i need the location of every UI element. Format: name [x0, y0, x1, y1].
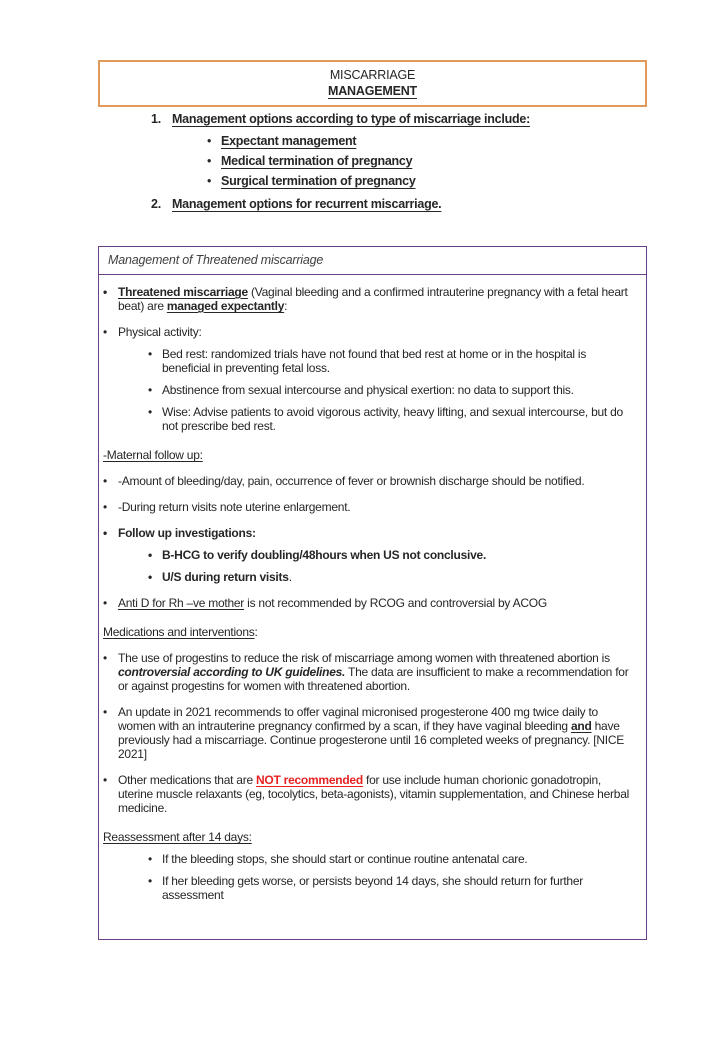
list-item: [151, 197, 641, 212]
text-segment: for use include human chorionic gonadotropin, uterine muscle relaxants (eg, tocolytics, beta-agonists), vitamin supplementation, and Chinese herbal medicine.: [118, 773, 630, 815]
document-subtitle: MANAGEMENT: [328, 84, 417, 98]
text-segment: NOT recommended: [256, 773, 363, 787]
bullet-item: [148, 383, 634, 397]
text-segment: Bed rest: randomized trials have not found that bed rest at home or in the hospital is beneficial in preventing fetal loss.: [162, 347, 587, 375]
bullet-icon: •: [103, 285, 107, 299]
text-segment: If her bleeding gets worse, or persists beyond 14 days, she should return for further assessment: [162, 874, 583, 902]
block-text: [162, 405, 634, 433]
section-heading: [103, 830, 634, 844]
bullet-item: [103, 526, 634, 540]
bullet-icon: •: [148, 548, 152, 562]
text-segment: Follow up investigations:: [118, 526, 256, 540]
bullet-item: [103, 500, 634, 514]
text-segment: :: [254, 625, 258, 639]
bullet-item: [103, 651, 634, 693]
block-text: [118, 500, 634, 514]
threatened-miscarriage-box: [98, 246, 647, 940]
list-item: [151, 112, 641, 127]
bullet-item: [148, 874, 634, 902]
bullet-icon: •: [103, 651, 107, 665]
bullet-icon: •: [103, 500, 107, 514]
block-text: [118, 285, 634, 313]
text-segment: Anti D for Rh –ve mother: [118, 596, 245, 610]
text-segment: The use of progestins to reduce the risk of miscarriage among women with threatened abortion is: [118, 651, 610, 665]
block-text: [162, 874, 634, 902]
block-text: [162, 548, 634, 562]
bullet-item: [103, 325, 634, 339]
text-segment: is not recommended by RCOG and controversial by ACOG: [244, 596, 547, 610]
bullet-icon: •: [103, 526, 107, 540]
bullet-icon: •: [148, 570, 152, 584]
box-header-title: Management of Threatened miscarriage: [99, 247, 646, 275]
bullet-item: [103, 285, 634, 313]
list-item-label: Management options for recurrent miscarriage.: [172, 197, 442, 211]
text-segment: Abstinence from sexual intercourse and physical exertion: no data to support this.: [162, 383, 574, 397]
bullet-icon: •: [207, 174, 212, 188]
sub-list-item: [207, 134, 641, 149]
section-heading: [103, 625, 634, 639]
list-number: 2.: [151, 197, 161, 211]
text-segment: B-HCG to verify doubling/48hours when US not conclusive.: [162, 548, 487, 562]
text-segment: have previously had a miscarriage. Continue progesterone until 16 completed weeks of pregnancy. [NICE 2021]: [118, 719, 625, 761]
section-heading: [103, 448, 634, 462]
bullet-item: [103, 474, 634, 488]
text-segment: -Maternal follow up:: [103, 448, 203, 462]
sub-list: [207, 134, 641, 189]
sub-list-item: [207, 174, 641, 189]
text-segment: Threatened miscarriage: [118, 285, 248, 299]
text-segment: Wise: Advise patients to avoid vigorous activity, heavy lifting, and sexual intercourse, but do not prescribe bed rest.: [162, 405, 623, 433]
list-number: 1.: [151, 112, 161, 126]
sub-list-item: [207, 154, 641, 169]
block-text: [103, 625, 634, 639]
bullet-icon: •: [103, 596, 107, 610]
text-segment: Reassessment after 14 days:: [103, 830, 252, 844]
text-segment: :: [284, 299, 288, 313]
sub-item-label: Expectant management: [221, 134, 357, 148]
block-text: [162, 347, 634, 375]
text-segment: -During return visits note uterine enlargement.: [118, 500, 351, 514]
bullet-icon: •: [148, 874, 152, 888]
bullet-icon: •: [207, 154, 212, 168]
bullet-item: [148, 570, 634, 584]
title-box: [98, 60, 647, 107]
text-segment: An update in 2021 recommends to offer vaginal micronised progesterone 400 mg twice daily to women with an intrauterine pregnancy confirmed by a scan, if they have vaginal bleeding: [118, 705, 598, 733]
text-segment: Medications and interventions: [103, 625, 255, 639]
bullet-icon: •: [103, 705, 107, 719]
block-text: [118, 474, 634, 488]
bullet-icon: •: [103, 474, 107, 488]
block-text: [162, 852, 634, 866]
text-segment: If the bleeding stops, she should start or continue routine antenatal care.: [162, 852, 528, 866]
bullet-icon: •: [148, 383, 152, 397]
block-text: [103, 830, 634, 844]
text-segment: The data are insufficient to make a recommendation for or against progestins for women with threatened abortion.: [118, 665, 629, 693]
bullet-icon: •: [103, 773, 107, 787]
block-text: [118, 773, 634, 815]
bullet-icon: •: [148, 347, 152, 361]
document-title: MISCARRIAGE: [329, 68, 416, 82]
bullet-icon: •: [148, 405, 152, 419]
text-segment: .: [288, 570, 292, 584]
sub-item-label: Medical termination of pregnancy: [221, 154, 413, 168]
bullet-icon: •: [207, 134, 212, 148]
text-segment: U/S during return visits: [162, 570, 289, 584]
text-segment: -Amount of bleeding/day, pain, occurrence of fever or brownish discharge should be notified.: [118, 474, 585, 488]
block-text: [118, 325, 634, 339]
bullet-item: [148, 405, 634, 433]
bullet-item: [148, 548, 634, 562]
sub-item-label: Surgical termination of pregnancy: [221, 174, 416, 188]
block-text: [118, 596, 634, 610]
text-segment: controversial according to UK guidelines.: [118, 665, 346, 679]
bullet-icon: •: [103, 325, 107, 339]
text-segment: and: [570, 719, 592, 733]
bullet-item: [103, 705, 634, 761]
list-item-label: Management options according to type of miscarriage include:: [172, 112, 530, 126]
block-text: [118, 651, 634, 693]
bullet-item: [148, 852, 634, 866]
text-segment: (Vaginal bleeding and a confirmed intrauterine pregnancy with a fetal heart beat) are: [118, 285, 628, 313]
text-segment: managed expectantly: [166, 299, 285, 313]
block-text: [103, 448, 634, 462]
block-text: [118, 526, 634, 540]
box-body: [99, 275, 646, 910]
text-segment: Other medications that are: [118, 773, 256, 787]
block-text: [162, 383, 634, 397]
bullet-item: [103, 596, 634, 610]
management-options-list: [151, 112, 641, 212]
bullet-item: [103, 773, 634, 815]
text-segment: Physical activity:: [118, 325, 202, 339]
block-text: [118, 705, 634, 761]
bullet-item: [148, 347, 634, 375]
block-text: [162, 570, 634, 584]
bullet-icon: •: [148, 852, 152, 866]
